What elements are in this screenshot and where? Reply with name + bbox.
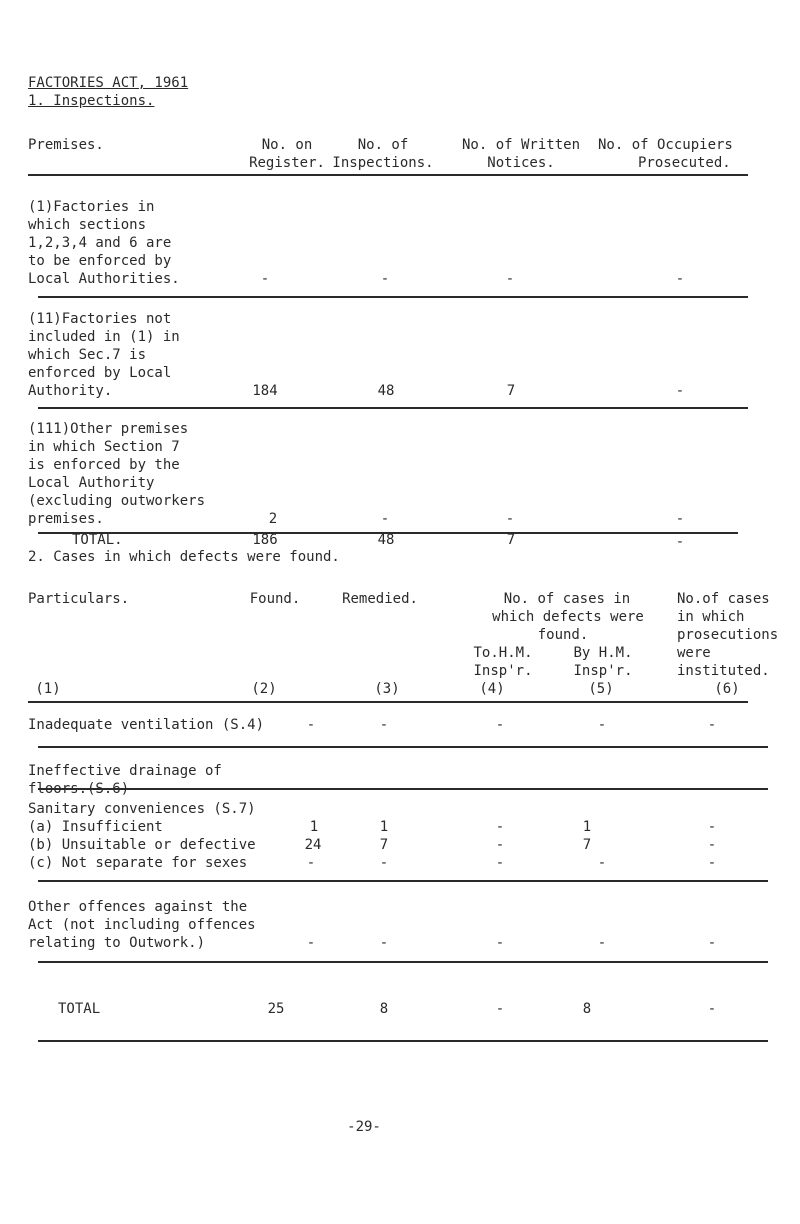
- table1-row-rule: [38, 296, 748, 298]
- cell-register: 2: [268, 511, 278, 527]
- header-register-line2: Register.: [249, 155, 325, 171]
- cell-inspections: -: [380, 271, 390, 287]
- table2-header-rule: [28, 701, 748, 703]
- cell-to-hm: -: [495, 935, 505, 951]
- cell-notices: -: [505, 271, 515, 287]
- total-remedied: 8: [379, 1001, 389, 1017]
- total-instituted: -: [707, 1001, 717, 1017]
- cell-by-hm: -: [597, 717, 607, 733]
- total-register: 186: [252, 532, 278, 548]
- header-found: Found.: [249, 591, 301, 607]
- total-by-hm: 8: [582, 1001, 592, 1017]
- total-inspections: 48: [377, 532, 395, 548]
- row-label: (a) Insufficient: [28, 819, 163, 835]
- cell-by-hm: -: [597, 935, 607, 951]
- cell-instituted: -: [707, 935, 717, 951]
- row-label-line: floors.(S.6): [28, 781, 130, 797]
- cell-by-hm: 7: [582, 837, 592, 853]
- cell-to-hm: -: [495, 717, 505, 733]
- row-label-line: Local Authority: [28, 475, 155, 491]
- header-prosecutions-line4: were: [677, 645, 711, 661]
- cell-remedied: -: [379, 717, 389, 733]
- column-number-3: (3): [374, 681, 400, 697]
- row-label-line: relating to Outwork.): [28, 935, 206, 951]
- cell-found: -: [306, 717, 316, 733]
- cell-found: -: [306, 935, 316, 951]
- cell-register: 184: [252, 383, 278, 399]
- act-title: FACTORIES ACT, 1961: [28, 75, 189, 91]
- row-label-line: Other offences against the: [28, 899, 248, 915]
- row-label-line: included in (1) in: [28, 329, 180, 345]
- cell-found: 1: [309, 819, 319, 835]
- header-tohm-line1: To.H.M.: [473, 645, 533, 661]
- table2-total-rule: [38, 961, 768, 963]
- row-label-line: enforced by Local: [28, 365, 172, 381]
- cell-prosecuted: -: [675, 383, 685, 399]
- cell-by-hm: -: [597, 855, 607, 871]
- row-label: Sanitary conveniences (S.7): [28, 801, 256, 817]
- header-premises: Premises.: [28, 137, 104, 153]
- column-number-6: (6): [714, 681, 740, 697]
- cell-notices: 7: [506, 383, 516, 399]
- cell-remedied: -: [379, 935, 389, 951]
- column-number-5: (5): [588, 681, 614, 697]
- cell-register: -: [260, 271, 270, 287]
- header-notices-line2: Notices.: [487, 155, 555, 171]
- row-label: Inadequate ventilation (S.4): [28, 717, 265, 733]
- table2-row-rule: [38, 788, 768, 790]
- table2-row-rule: [38, 746, 768, 748]
- total-found: 25: [267, 1001, 285, 1017]
- cell-remedied: 7: [379, 837, 389, 853]
- cell-inspections: -: [380, 511, 390, 527]
- header-inspections-line2: Inspections.: [332, 155, 434, 171]
- cell-to-hm: -: [495, 819, 505, 835]
- header-notices-line1: No. of Written: [461, 137, 581, 153]
- header-occupiers-line1: No. of Occupiers: [598, 137, 733, 153]
- cell-to-hm: -: [495, 781, 505, 797]
- header-prosecutions-line2: in which: [677, 609, 745, 625]
- cell-instituted: -: [707, 855, 717, 871]
- page-number: -29-: [347, 1119, 381, 1135]
- cell-notices: -: [505, 511, 515, 527]
- cell-found: 24: [304, 837, 322, 853]
- table2-bottom-rule: [38, 1040, 768, 1042]
- header-byhm-line2: Insp'r.: [573, 663, 633, 679]
- total-label: TOTAL: [58, 1001, 101, 1017]
- header-cases-line2: which defects were: [492, 609, 644, 625]
- cell-instituted: -: [707, 717, 717, 733]
- row-label-line: premises.: [28, 511, 104, 527]
- row-label-line: which Sec.7 is: [28, 347, 147, 363]
- cell-found: -: [306, 855, 316, 871]
- header-tohm-line2: Insp'r.: [473, 663, 533, 679]
- row-label-line: Act (not including offences: [28, 917, 256, 933]
- header-particulars: Particulars.: [28, 591, 130, 607]
- column-number-4: (4): [479, 681, 505, 697]
- cell-by-hm: 1: [582, 819, 592, 835]
- row-label-line: Authority.: [28, 383, 113, 399]
- cell-by-hm: -: [597, 781, 607, 797]
- header-byhm-line1: By H.M.: [573, 645, 633, 661]
- cell-inspections: 48: [377, 383, 395, 399]
- cell-prosecuted: -: [675, 271, 685, 287]
- header-register-line1: No. on: [261, 137, 313, 153]
- row-label-line: Ineffective drainage of: [28, 763, 222, 779]
- column-number-1: (1): [35, 681, 61, 697]
- header-occupiers-line2: Prosecuted.: [638, 155, 731, 171]
- row-label-line: is enforced by the: [28, 457, 180, 473]
- cell-remedied: -: [379, 855, 389, 871]
- cell-to-hm: -: [495, 855, 505, 871]
- row-label-line: in which Section 7: [28, 439, 180, 455]
- total-to-hm: -: [495, 1001, 505, 1017]
- row-label-line: to be enforced by: [28, 253, 172, 269]
- section-2-heading: 2. Cases in which defects were found.: [28, 549, 340, 565]
- total-label: TOTAL.: [72, 532, 123, 548]
- total-notices: 7: [506, 532, 516, 548]
- row-label: (c) Not separate for sexes: [28, 855, 248, 871]
- header-prosecutions-line5: instituted.: [677, 663, 770, 679]
- cell-remedied: 1: [379, 819, 389, 835]
- row-label-line: 1,2,3,4 and 6 are: [28, 235, 172, 251]
- row-label-line: (111)Other premises: [28, 421, 189, 437]
- row-label-line: (excluding outworkers: [28, 493, 206, 509]
- cell-instituted: -: [707, 819, 717, 835]
- section-1-heading: 1. Inspections.: [28, 93, 155, 109]
- cell-instituted: -: [707, 781, 717, 797]
- header-remedied: Remedied.: [342, 591, 418, 607]
- cell-prosecuted: -: [675, 511, 685, 527]
- row-label: (b) Unsuitable or defective: [28, 837, 256, 853]
- cell-to-hm: -: [495, 837, 505, 853]
- header-prosecutions-line1: No.of cases: [677, 591, 770, 607]
- row-label-line: (1)Factories in: [28, 199, 155, 215]
- header-inspections-line1: No. of: [357, 137, 409, 153]
- row-label-line: (11)Factories not: [28, 311, 172, 327]
- column-number-2: (2): [251, 681, 277, 697]
- row-label-line: Local Authorities.: [28, 271, 180, 287]
- cell-remedied: -: [379, 781, 389, 797]
- header-cases-line1: No. of cases in: [503, 591, 631, 607]
- table1-row-rule: [38, 407, 748, 409]
- cell-instituted: -: [707, 837, 717, 853]
- row-label-line: which sections: [28, 217, 147, 233]
- header-prosecutions-line3: prosecutions: [677, 627, 779, 643]
- header-cases-line3: found.: [537, 627, 589, 643]
- table1-header-rule: [28, 174, 748, 176]
- total-prosecuted: -: [675, 534, 685, 550]
- table2-row-rule: [38, 880, 768, 882]
